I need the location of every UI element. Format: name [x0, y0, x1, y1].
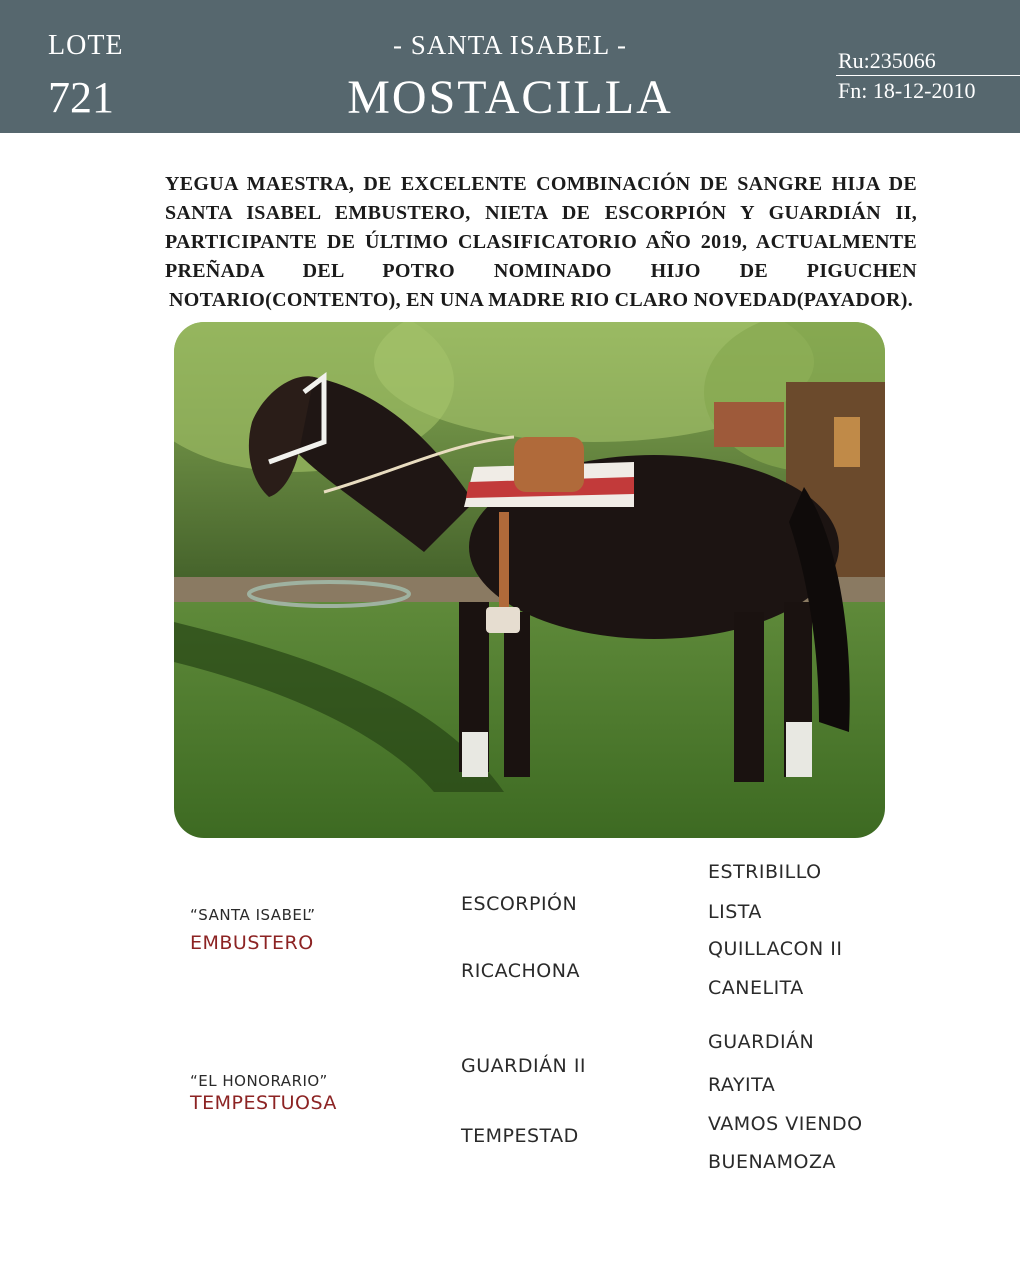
great-grandparent-3: QUILLACON II	[708, 938, 843, 960]
great-grandparent-5: GUARDIÁN	[708, 1031, 815, 1053]
header-divider	[836, 75, 1020, 76]
great-grandparent-1: ESTRIBILLO	[708, 861, 822, 883]
great-grandparent-2: LISTA	[708, 901, 762, 923]
great-grandparent-4: CANELITA	[708, 977, 804, 999]
great-grandparent-7: VAMOS VIENDO	[708, 1113, 863, 1135]
grandparent-2: RICACHONA	[461, 960, 580, 982]
horse-name: MOSTACILLA	[347, 71, 673, 124]
lote-label: LOTE	[48, 30, 124, 61]
great-grandparent-6: RAYITA	[708, 1074, 776, 1096]
grandparent-1: ESCORPIÓN	[461, 893, 578, 915]
sire-name: EMBUSTERO	[190, 932, 314, 954]
horse-description: YEGUA MAESTRA, DE EXCELENTE COMBINACIÓN DE SANGRE HIJA DE SANTA ISABEL EMBUSTERO, NIETA DE ESCORPIÓN Y GUARDIÁN II, PARTICIPANTE DE ÚLTIMO CLASIFICATORIO AÑO 2019, ACTUALMENTE PREÑADA DEL POTRO NOMINADO HIJO DE PIGUCHEN NOTARIO(CONTENTO), EN UNA MADRE RIO CLARO NOVEDAD(PAYADOR).	[165, 173, 917, 311]
great-grandparent-8: BUENAMOZA	[708, 1151, 837, 1173]
grandparent-4: TEMPESTAD	[461, 1125, 579, 1147]
grandparent-3: GUARDIÁN II	[461, 1055, 587, 1077]
registration-number: Ru:235066	[838, 48, 936, 73]
lote-number: 721	[48, 73, 114, 122]
sire-prefix: “SANTA ISABEL”	[190, 906, 316, 924]
dam-name: TEMPESTUOSA	[190, 1092, 337, 1114]
dam-prefix: “EL HONORARIO”	[190, 1072, 328, 1090]
birth-date: Fn: 18-12-2010	[838, 78, 976, 103]
farm-name: - SANTA ISABEL -	[392, 30, 628, 60]
header-banner	[0, 0, 1020, 133]
horse-photo	[174, 322, 885, 838]
